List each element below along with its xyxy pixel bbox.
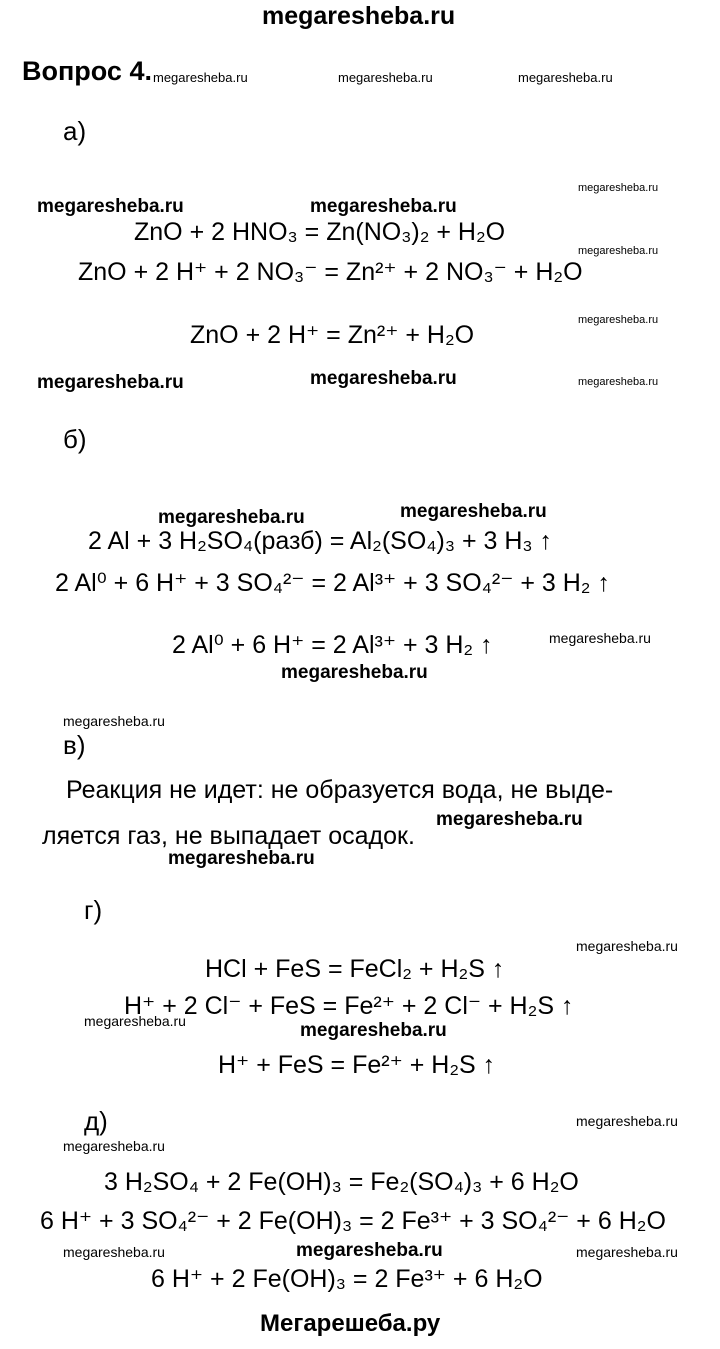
page-title: Вопрос 4. [22,56,152,86]
equation: 2 Al + 3 H₂SO₄(разб) = Al₂(SO₄)₃ + 3 H₃ ↑ [88,527,553,555]
watermark: megaresheba.ru [578,314,659,326]
watermark: megaresheba.ru [436,809,583,830]
watermark: megaresheba.ru [168,848,315,869]
equation: ZnO + 2 H⁺ = Zn²⁺ + H₂O [190,321,475,349]
watermark: megaresheba.ru [37,196,184,217]
equation: 6 H⁺ + 3 SO₄²⁻ + 2 Fe(OH)₃ = 2 Fe³⁺ + 3 SO₄²⁻ + 6 H₂O [40,1207,666,1235]
section-label-g: г) [84,895,103,925]
equation: H⁺ + 2 Cl⁻ + FeS = Fe²⁺ + 2 Cl⁻ + H₂S ↑ [124,992,574,1020]
equation: 6 H⁺ + 2 Fe(OH)₃ = 2 Fe³⁺ + 6 H₂O [151,1265,543,1293]
equation: HCl + FeS = FeCl₂ + H₂S ↑ [205,955,505,983]
equation: ZnO + 2 HNO₃ = Zn(NO₃)₂ + H₂O [134,218,506,246]
watermark: megaresheba.ru [63,713,165,729]
watermark: megaresheba.ru [63,1138,165,1154]
watermark: megaresheba.ru [310,196,457,217]
section-label-a: а) [63,116,87,146]
watermark: megaresheba.ru [281,662,428,683]
watermark: megaresheba.ru [576,1244,678,1260]
equation: 2 Al⁰ + 6 H⁺ + 3 SO₄²⁻ = 2 Al³⁺ + 3 SO₄²⁻ + 3 H₂ ↑ [55,569,610,597]
watermark: megaresheba.ru [310,368,457,389]
paragraph-line: Реакция не идет: не образуется вода, не выде- [66,776,614,804]
paragraph-line: ляется газ, не выпадает осадок. [42,822,415,850]
equation: 3 H₂SO₄ + 2 Fe(OH)₃ = Fe₂(SO₄)₃ + 6 H₂O [104,1168,579,1196]
watermark: megaresheba.ru [400,501,547,522]
watermark: megaresheba.ru [578,182,659,194]
equation: ZnO + 2 H⁺ + 2 NO₃⁻ = Zn²⁺ + 2 NO₃⁻ + H₂O [78,258,583,286]
watermark: megaresheba.ru [578,376,659,388]
watermark: megaresheba.ru [549,630,651,646]
watermark: megaresheba.ru [84,1013,186,1029]
watermark: megaresheba.ru [296,1240,443,1261]
watermark: megaresheba.ru [63,1244,165,1260]
site-footer: Мегарешеба.ру [260,1310,441,1337]
watermark: megaresheba.ru [338,70,433,85]
section-label-v: в) [63,730,86,760]
watermark: megaresheba.ru [518,70,613,85]
watermark: megaresheba.ru [576,1113,678,1129]
watermark: megaresheba.ru [153,70,248,85]
watermark: megaresheba.ru [578,245,659,257]
equation: 2 Al⁰ + 6 H⁺ = 2 Al³⁺ + 3 H₂ ↑ [172,631,493,659]
watermark: megaresheba.ru [300,1020,447,1041]
watermark: megaresheba.ru [576,938,678,954]
section-label-b: б) [63,424,87,454]
site-header: megaresheba.ru [262,2,456,30]
section-label-d: д) [84,1106,108,1136]
equation: H⁺ + FeS = Fe²⁺ + H₂S ↑ [218,1051,496,1079]
watermark: megaresheba.ru [37,372,184,393]
watermark: megaresheba.ru [158,507,305,528]
